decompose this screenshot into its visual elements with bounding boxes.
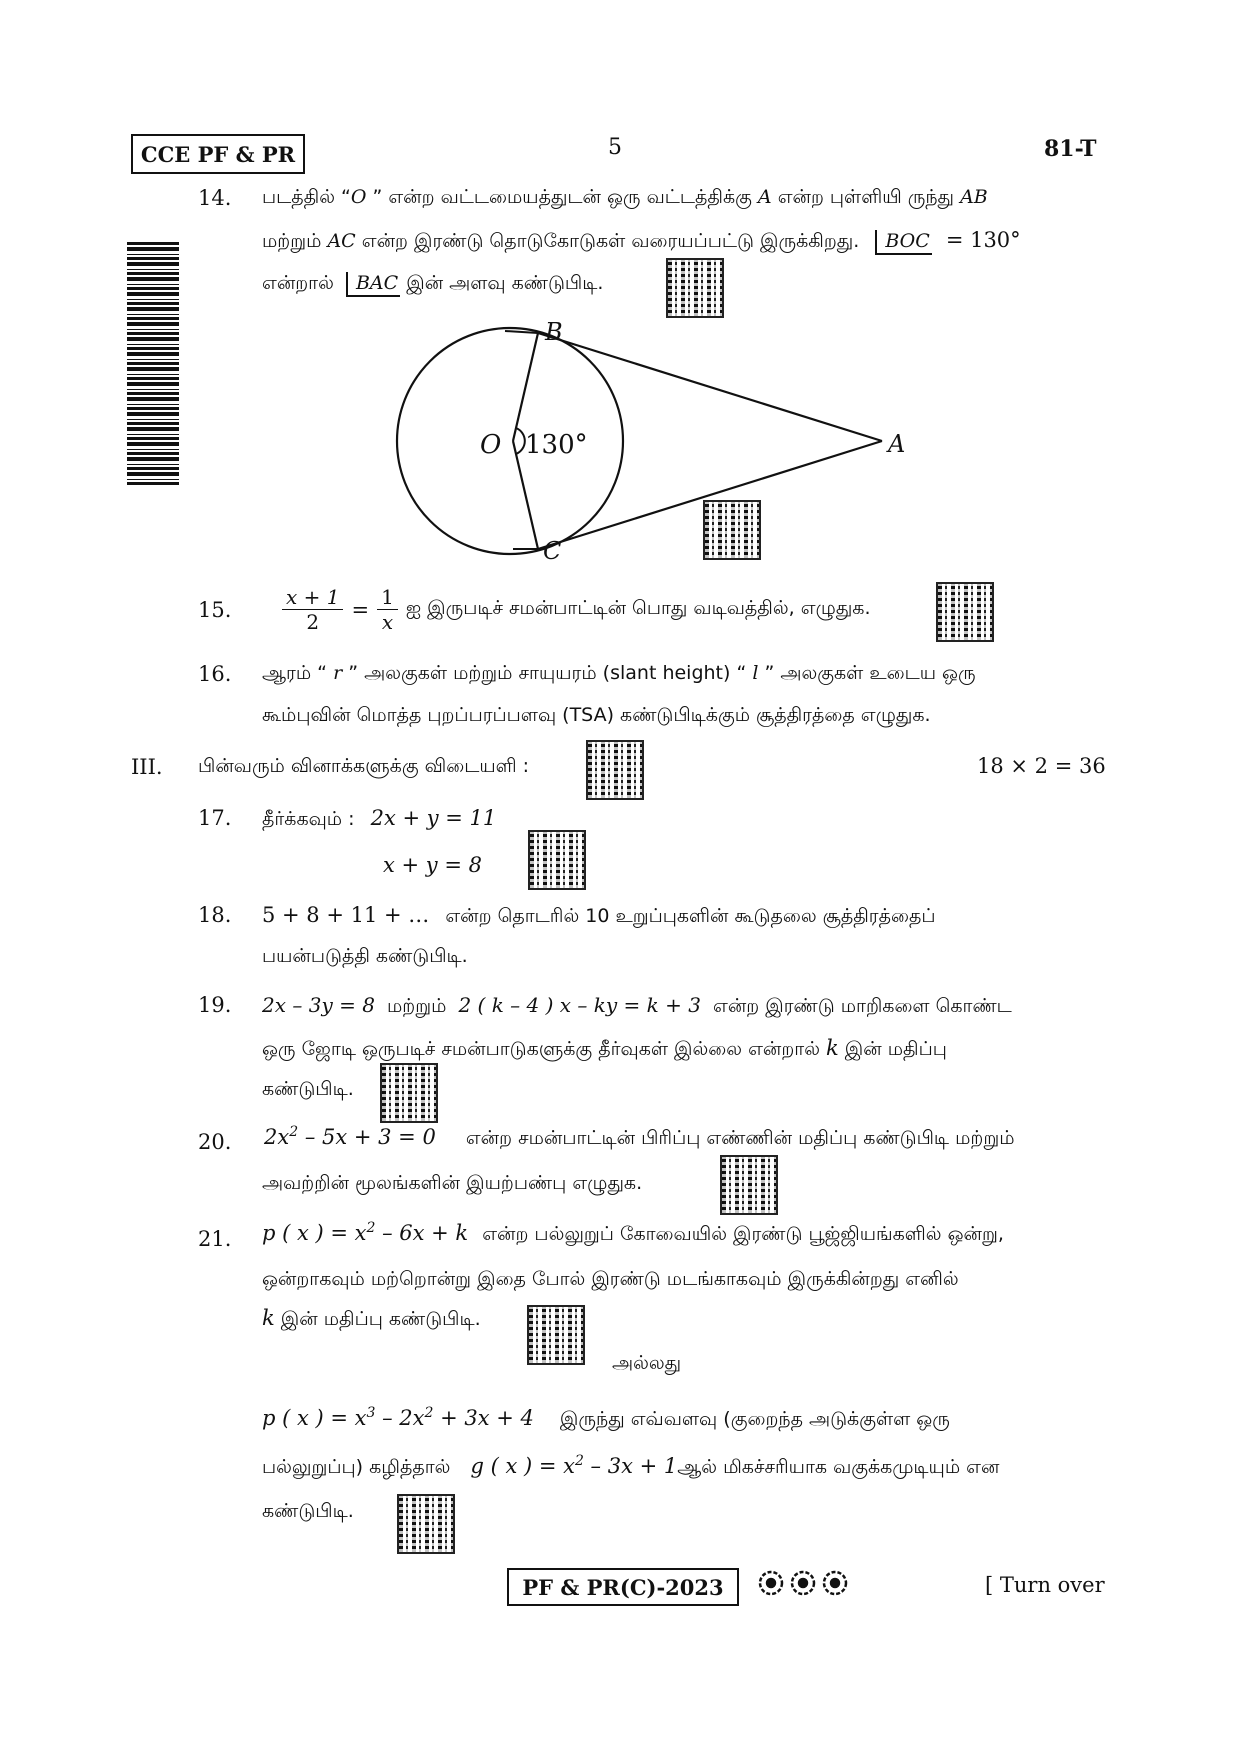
angle-arc — [516, 428, 525, 454]
q20-eq-sup: 2 — [289, 1124, 299, 1140]
q17-line1 — [262, 806, 496, 833]
tangent-ab — [538, 333, 882, 441]
q14-line3-b: இன் அளவு கண்டுபிடி. — [400, 272, 604, 294]
q21-line2: ஒன்றாகவும் மற்றொன்று இதை போல் இரண்டு மடங்காகவும் இருக்கின்றது எனில் — [262, 1268, 959, 1290]
qr-code-icon — [720, 1155, 778, 1215]
qr-code-icon — [380, 1063, 438, 1123]
q19-line2 — [262, 1036, 947, 1063]
q19-line1-text: என்ற இரண்டு மாறிகளை கொண்ட — [713, 995, 1012, 1017]
q21-eq-a: p ( x ) = x — [262, 1221, 367, 1245]
section-marks: 18 × 2 = 36 — [977, 754, 1106, 778]
q18-line1-text: என்ற தொடரில் 10 உறுப்புகளின் கூடுதலை சூத்திரத்தைப் — [445, 905, 936, 927]
q14-AC: AC — [327, 230, 356, 252]
q21-alt-eq-sup2: 2 — [424, 1405, 434, 1421]
header-code: CCE PF & PR — [140, 141, 296, 167]
qr-code-icon — [586, 740, 644, 800]
q14-angle-value: = 130° — [945, 228, 1021, 252]
turn-over: [ Turn over — [985, 1573, 1105, 1597]
q19-and: மற்றும் — [387, 995, 447, 1017]
q15-fraction-1 — [282, 585, 343, 634]
q14-line3 — [262, 272, 603, 297]
q21-alt-eq-c: + 3x + 4 — [433, 1406, 534, 1430]
q14-angle-bac: BAC — [346, 272, 400, 297]
section-roman: III. — [131, 755, 163, 779]
q19-number: 19. — [198, 993, 232, 1017]
q14-A: A — [757, 186, 772, 208]
footer-code: PF & PR(C)-2023 — [522, 1574, 724, 1600]
q15-frac1-den: 2 — [306, 610, 320, 634]
q14-line1 — [262, 186, 988, 211]
q21-line3 — [262, 1306, 481, 1333]
q14-line1-b: ” என்ற வட்டமையத்துடன் ஒரு வட்டத்திக்கு — [366, 186, 758, 208]
q20-line2: அவற்றின் மூலங்களின் இயற்பண்பு எழுதுக. — [262, 1172, 643, 1194]
q15-line — [282, 585, 870, 634]
q14-line2-a: மற்றும் — [262, 230, 328, 252]
q14-line2 — [262, 228, 1021, 255]
q14-line2-b: என்ற இரண்டு தொடுகோடுகள் வரையப்பட்டு இருக்கிறது. — [355, 230, 860, 252]
label-o: O — [480, 430, 502, 460]
q19-k: k — [826, 1036, 839, 1060]
label-b: B — [545, 318, 563, 346]
q15-number: 15. — [198, 598, 232, 622]
q21-or: அல்லது — [612, 1352, 682, 1374]
q21-alt-line2-eq-b: – 3x + 1 — [583, 1454, 678, 1478]
flower-ornament-icon — [757, 1568, 852, 1600]
q21-alt-line2-a: பல்லுறுப்பு) கழித்தால் — [262, 1456, 451, 1478]
q21-alt-line1-text: இருந்து எவ்வளவு (குறைந்த அடுக்குள்ள ஒரு — [559, 1408, 950, 1430]
q17-number: 17. — [198, 806, 232, 830]
q21-line3-text: இன் மதிப்பு கண்டுபிடி. — [274, 1308, 481, 1330]
q18-line1 — [262, 903, 936, 930]
q19-line2-a: ஒரு ஜோடி ஒருபடிச் சமன்பாடுகளுக்கு தீர்வுகள் இல்லை என்றால் — [262, 1038, 827, 1060]
q21-alt-eq-b: – 2x — [375, 1406, 425, 1430]
q14-number: 14. — [198, 186, 232, 210]
q21-alt-line1 — [262, 1405, 950, 1433]
q20-eq-a: 2x — [264, 1125, 290, 1149]
q15-frac2-den: x — [381, 610, 394, 634]
q20-line1-text: என்ற சமன்பாட்டின் பிரிப்பு எண்ணின் மதிப்பு கண்டுபிடி மற்றும் — [465, 1127, 1015, 1149]
q14-angle-boc: BOC — [875, 230, 931, 255]
q21-eq-b: – 6x + k — [375, 1221, 469, 1245]
q16-number: 16. — [198, 662, 232, 686]
label-a: A — [888, 430, 906, 458]
label-angle: 130° — [525, 430, 588, 460]
q16-line1-b: ” அலகுகள் மற்றும் சாயுயரம் (slant height) “ — [342, 662, 753, 684]
page-number: 5 — [608, 135, 622, 160]
q17-eq1: 2x + y = 11 — [370, 806, 497, 830]
q21-alt-line2-eq-a: g ( x ) = x — [470, 1454, 575, 1478]
q20-equation — [264, 1125, 436, 1149]
q21-equation — [262, 1221, 468, 1245]
qr-code-icon — [703, 500, 761, 560]
paper-code: 81-T — [1044, 136, 1097, 162]
q14-line1-c: என்ற புள்ளியி ருந்து — [771, 186, 961, 208]
q15-frac1-num: x + 1 — [282, 585, 343, 610]
qr-code-icon — [936, 582, 994, 642]
q16-line1-c: ” அலகுகள் உடைய ஒரு — [758, 662, 976, 684]
q15-text: ஐ இருபடிச் சமன்பாட்டின் பொது வடிவத்தில், எழுதுக. — [405, 597, 871, 619]
header-code-box — [131, 134, 305, 174]
label-c: C — [543, 537, 562, 565]
q14-line1-a: படத்தில் “ — [262, 186, 351, 208]
q21-alt-line2-equation — [470, 1454, 677, 1478]
q21-k: k — [262, 1306, 275, 1330]
q15-frac2-num: 1 — [377, 585, 398, 610]
q14-AB: AB — [960, 186, 988, 208]
barcode — [127, 240, 179, 485]
q19-eq1: 2x – 3y = 8 — [262, 993, 375, 1017]
q21-alt-eq-sup1: 3 — [366, 1405, 376, 1421]
q21-line1-text: என்ற பல்லுறுப் கோவையில் இரண்டு பூஜ்ஜியங்களில் ஒன்று, — [482, 1223, 1004, 1245]
q15-equals: = — [351, 597, 370, 622]
q17-label: தீர்க்கவும் : — [262, 808, 355, 830]
q20-line1 — [264, 1124, 1014, 1152]
q16-r: r — [333, 662, 343, 684]
radius-ob — [513, 333, 538, 441]
qr-code-icon — [666, 258, 724, 318]
q18-line2: பயன்படுத்தி கண்டுபிடி. — [262, 945, 468, 967]
q21-line1 — [262, 1220, 1004, 1248]
circle — [397, 328, 623, 554]
q19-line2-b: இன் மதிப்பு — [838, 1038, 947, 1060]
footer-code-box — [507, 1568, 739, 1606]
qr-code-icon — [397, 1494, 455, 1554]
q17-eq2: x + y = 8 — [383, 853, 482, 877]
q21-eq-sup: 2 — [366, 1220, 376, 1236]
qr-code-icon — [528, 830, 586, 890]
section-title: பின்வரும் வினாக்களுக்கு விடையளி : — [198, 755, 530, 777]
q16-line2: கூம்புவின் மொத்த புறப்பரப்பளவு (TSA) கண்டுபிடிக்கும் சூத்திரத்தை எழுதுக. — [262, 704, 931, 726]
q21-alt-line2-sup: 2 — [574, 1453, 584, 1469]
q19-line3: கண்டுபிடி. — [262, 1078, 354, 1100]
tangent-figure — [395, 325, 935, 570]
q20-number: 20. — [198, 1130, 232, 1154]
qr-code-icon — [527, 1305, 585, 1365]
q19-line1 — [262, 993, 1012, 1020]
q14-line3-a: என்றால் — [262, 272, 334, 294]
q20-eq-b: – 5x + 3 = 0 — [298, 1125, 436, 1149]
q19-eq2: 2 ( k – 4 ) x – ky = k + 3 — [458, 993, 701, 1017]
q21-alt-equation — [262, 1406, 534, 1430]
q21-alt-eq-a: p ( x ) = x — [262, 1406, 367, 1430]
q16-l: l — [752, 662, 759, 684]
q21-alt-line2-b: ஆல் மிகச்சரியாக வகுக்கமுடியும் என — [677, 1456, 1000, 1478]
q16-line1-a: ஆரம் “ — [262, 662, 334, 684]
q14-O: O — [350, 186, 367, 208]
q21-alt-line2 — [262, 1453, 999, 1481]
q21-number: 21. — [198, 1227, 232, 1251]
q16-line1 — [262, 662, 976, 687]
q18-series: 5 + 8 + 11 + … — [262, 903, 430, 927]
q15-fraction-2 — [377, 585, 398, 634]
q21-alt-line3: கண்டுபிடி. — [262, 1500, 354, 1522]
q18-number: 18. — [198, 903, 232, 927]
